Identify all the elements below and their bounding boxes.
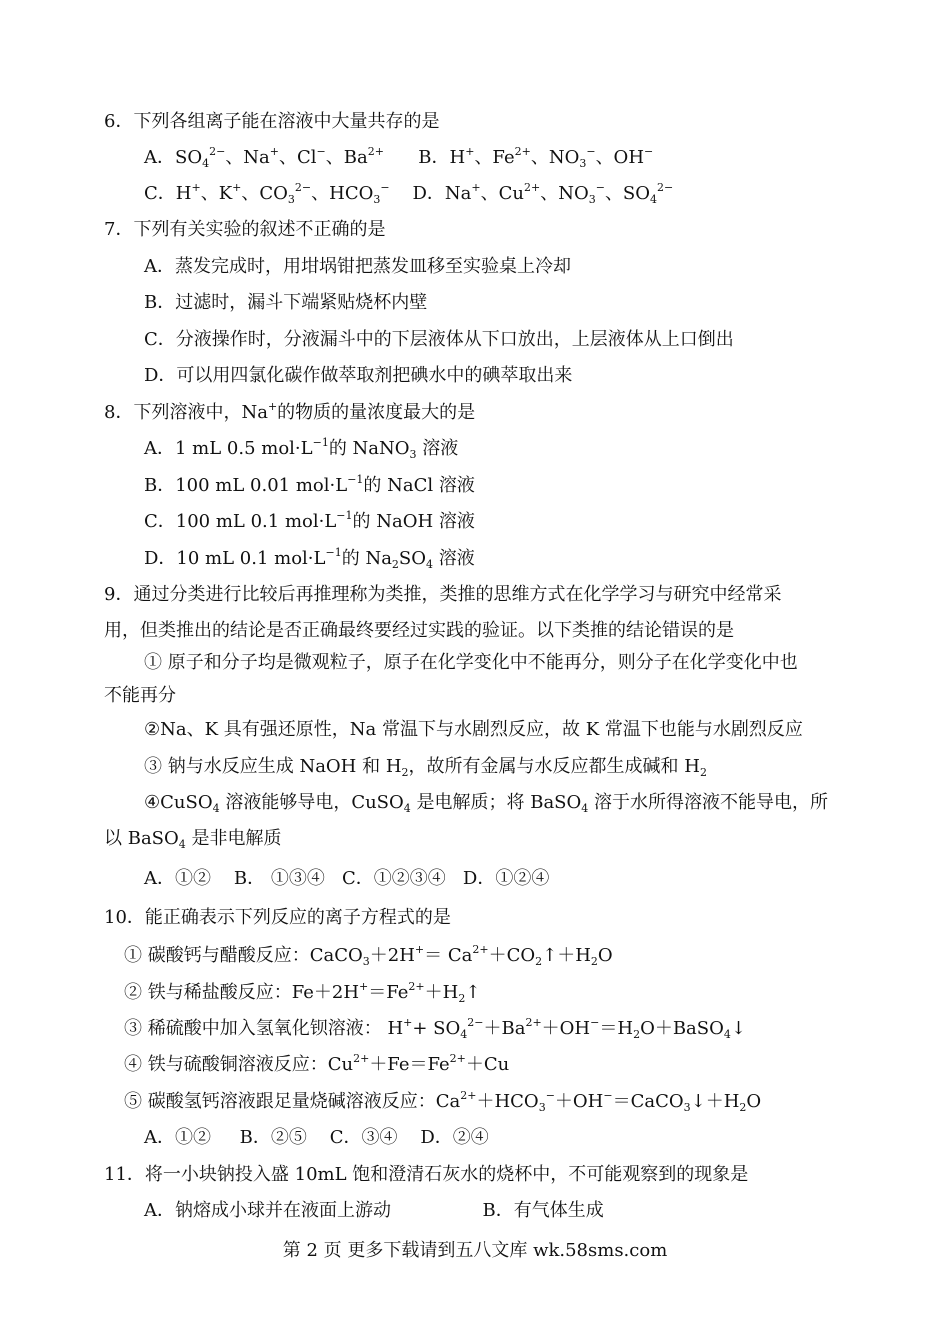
question-8-option-d: D．10 mL 0.1 $mol\cdot L^{-1}$的 $Na_2SO_4$ 溶液 xyxy=(144,546,475,571)
question-10-equation-5: ⑤ 碳酸氢钙溶液跟足量烧碱溶液反应：$Ca^{2+}+HCO_3^-+OH^-=CaCO_3↓+H_2O$ xyxy=(124,1089,762,1114)
question-7-option-b: B．过滤时，漏斗下端紧贴烧杯内壁 xyxy=(144,292,428,313)
question-9-statement-1-cont: 不能再分 xyxy=(104,685,176,706)
question-9-statement-3: ③ 钠与水反应生成 NaOH 和 $H_2$，故所有金属与水反应都生成碱和 $H_2$ xyxy=(144,756,707,779)
question-8-option-b: B．100 mL 0.01 $mol\cdot L^{-1}$的 NaCl 溶液 xyxy=(144,473,475,496)
question-9-stem-line1: 9．通过分类进行比较后再推理称为类推，类推的思维方式在化学学习与研究中经常采 xyxy=(104,584,782,605)
question-10-equation-3: ③ 稀硫酸中加入氢氧化钡溶液： $H^++ SO_4^{2-}+Ba^{2+}+OH^-=H_2O+BaSO_4↓$ xyxy=(124,1016,746,1041)
question-7-option-a: A．蒸发完成时，用坩埚钳把蒸发皿移至实验桌上冷却 xyxy=(144,256,571,277)
question-6-options-ab: A．$SO_4^{2-}$、Na+、Cl−、$Ba^{2+}$ B．H+、$Fe^{2+}$、$NO_3^-$、OH− xyxy=(144,145,654,170)
question-10-equation-4: ④ 铁与硫酸铜溶液反应：$Cu^{2+}+Fe=Fe^{2+}+Cu$ xyxy=(124,1052,510,1075)
question-6-options-cd: C．H+、K+、$CO_3^{2-}$、$HCO_3^-$ D．Na+、$Cu^{2+}$、$NO_3^-$、$SO_4^{2-}$ xyxy=(144,181,674,206)
question-7-option-d: D．可以用四氯化碳作做萃取剂把碘水中的碘萃取出来 xyxy=(144,365,573,386)
question-10-equation-1: ① 碳酸钙与醋酸反应：CaCO$_3$＋2H+＝ $Ca^{2+}+CO_2↑+H_2O$ xyxy=(124,943,613,968)
question-9-statement-1: ① 原子和分子均是微观粒子，原子在化学变化中不能再分，则分子在化学变化中也 xyxy=(144,652,798,673)
question-9-stem-line2: 用，但类推出的结论是否正确最终要经过实践的验证。以下类推的结论错误的是 xyxy=(104,620,734,641)
question-10-options: A．①② B．②⑤ C．③④ D．②④ xyxy=(144,1127,489,1148)
question-8-stem: 8．下列溶液中，Na+的物质的量浓度最大的是 xyxy=(104,400,476,423)
question-7-stem: 7．下列有关实验的叙述不正确的是 xyxy=(104,219,386,240)
question-9-statement-2: ②Na、K 具有强还原性，Na 常温下与水剧烈反应，故 K 常温下也能与水剧烈反应 xyxy=(144,719,803,740)
question-9-options: A．①② B． ①③④ C．①②③④ D．①②④ xyxy=(144,868,550,889)
question-11-stem: 11．将一小块钠投入盛 10mL 饱和澄清石灰水的烧杯中，不可能观察到的现象是 xyxy=(104,1164,749,1185)
question-6-stem: 6．下列各组离子能在溶液中大量共存的是 xyxy=(104,111,440,132)
question-7-option-c: C．分液操作时，分液漏斗中的下层液体从下口放出，上层液体从上口倒出 xyxy=(144,329,734,350)
question-8-option-c: C．100 mL 0.1 $mol\cdot L^{-1}$的 NaOH 溶液 xyxy=(144,509,475,532)
question-10-equation-2: ② 铁与稀盐酸反应：$Fe+2H^+=Fe^{2+}+H_2↑$ xyxy=(124,980,481,1005)
page-footer: 第 2 页 更多下载请到五八文库 wk.58sms.com xyxy=(282,1240,668,1261)
question-9-statement-4-cont: 以 BaSO$_4$ 是非电解质 xyxy=(104,828,282,851)
question-8-option-a: A．1 mL 0.5 $mol\cdot L^{-1}$的 NaNO$_3$ 溶液 xyxy=(144,436,459,461)
question-11-options-ab: A．钠熔成小球并在液面上游动 B．有气体生成 xyxy=(144,1200,604,1221)
question-10-stem: 10．能正确表示下列反应的离子方程式的是 xyxy=(104,907,451,928)
question-9-statement-4: ④CuSO$_4$ 溶液能够导电，CuSO$_4$ 是电解质；将 BaSO$_4$ 溶于水所得溶液不能导电，所 xyxy=(144,792,829,815)
